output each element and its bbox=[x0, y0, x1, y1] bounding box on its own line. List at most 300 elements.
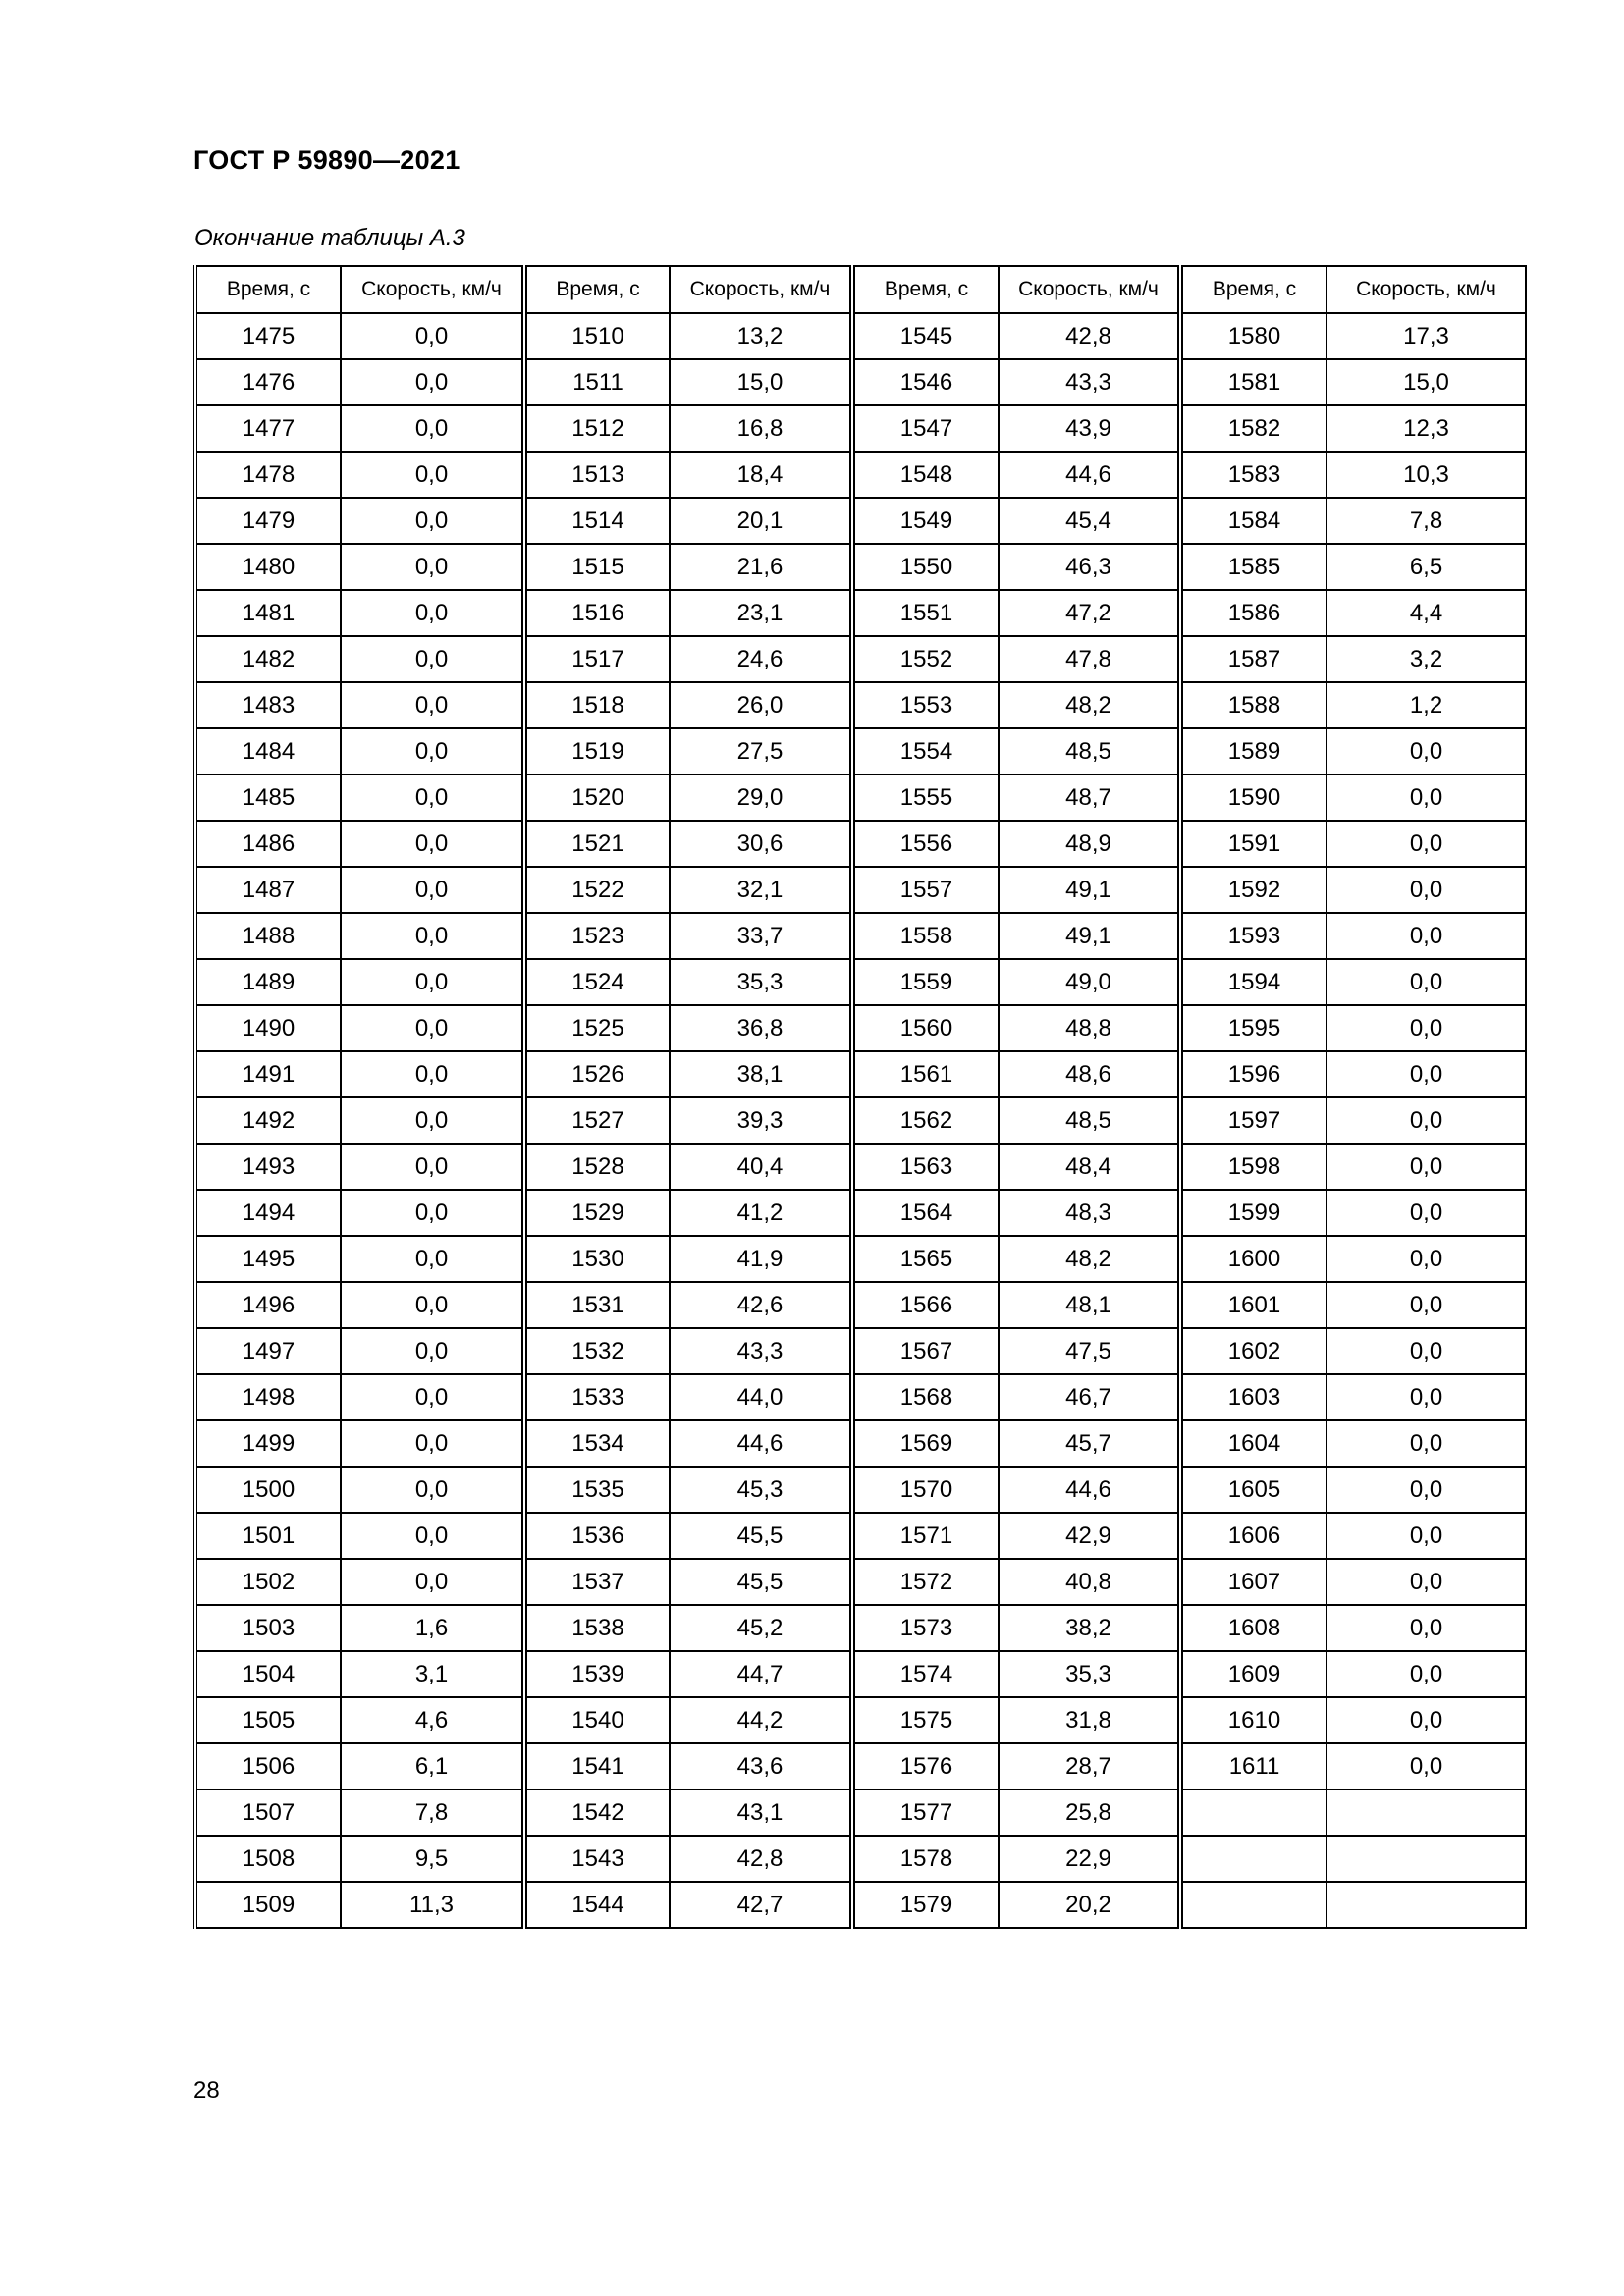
time-cell: 1504 bbox=[195, 1651, 341, 1697]
speed-cell: 48,4 bbox=[999, 1144, 1180, 1190]
time-cell: 1526 bbox=[524, 1051, 670, 1097]
speed-cell: 0,0 bbox=[1326, 1467, 1526, 1513]
time-cell: 1557 bbox=[852, 867, 999, 913]
time-cell bbox=[1180, 1789, 1326, 1836]
table-row bbox=[195, 1282, 1526, 1328]
time-cell: 1486 bbox=[195, 821, 341, 867]
speed-cell: 0,0 bbox=[341, 1328, 524, 1374]
speed-cell: 6,1 bbox=[341, 1743, 524, 1789]
speed-cell bbox=[1326, 1789, 1526, 1836]
speed-cell: 25,8 bbox=[999, 1789, 1180, 1836]
speed-cell: 0,0 bbox=[1326, 728, 1526, 774]
speed-cell: 49,0 bbox=[999, 959, 1180, 1005]
time-cell: 1610 bbox=[1180, 1697, 1326, 1743]
time-cell: 1505 bbox=[195, 1697, 341, 1743]
speed-cell: 41,2 bbox=[670, 1190, 852, 1236]
time-cell bbox=[1180, 1882, 1326, 1928]
speed-cell: 0,0 bbox=[341, 821, 524, 867]
time-cell: 1581 bbox=[1180, 359, 1326, 405]
speed-cell: 49,1 bbox=[999, 867, 1180, 913]
time-cell: 1596 bbox=[1180, 1051, 1326, 1097]
speed-cell: 13,2 bbox=[670, 313, 852, 359]
time-cell: 1542 bbox=[524, 1789, 670, 1836]
speed-cell: 0,0 bbox=[341, 313, 524, 359]
time-cell: 1547 bbox=[852, 405, 999, 452]
speed-cell: 0,0 bbox=[341, 1005, 524, 1051]
speed-cell: 27,5 bbox=[670, 728, 852, 774]
time-cell: 1582 bbox=[1180, 405, 1326, 452]
table-row bbox=[195, 774, 1526, 821]
document-header: ГОСТ Р 59890—2021 bbox=[193, 145, 460, 175]
speed-cell: 15,0 bbox=[670, 359, 852, 405]
speed-cell: 0,0 bbox=[1326, 1743, 1526, 1789]
speed-cell: 0,0 bbox=[1326, 1374, 1526, 1420]
time-cell: 1491 bbox=[195, 1051, 341, 1097]
speed-cell: 23,1 bbox=[670, 590, 852, 636]
speed-cell: 1,6 bbox=[341, 1605, 524, 1651]
speed-cell: 43,1 bbox=[670, 1789, 852, 1836]
column-header-time: Время, с bbox=[195, 266, 341, 313]
speed-cell: 0,0 bbox=[1326, 1236, 1526, 1282]
time-cell: 1507 bbox=[195, 1789, 341, 1836]
time-cell: 1541 bbox=[524, 1743, 670, 1789]
time-cell: 1604 bbox=[1180, 1420, 1326, 1467]
time-cell: 1570 bbox=[852, 1467, 999, 1513]
time-cell: 1601 bbox=[1180, 1282, 1326, 1328]
time-cell: 1590 bbox=[1180, 774, 1326, 821]
time-cell: 1510 bbox=[524, 313, 670, 359]
speed-cell: 0,0 bbox=[341, 1513, 524, 1559]
table-row bbox=[195, 1743, 1526, 1789]
speed-cell: 0,0 bbox=[341, 1144, 524, 1190]
speed-cell: 48,2 bbox=[999, 1236, 1180, 1282]
table-row bbox=[195, 498, 1526, 544]
time-cell: 1519 bbox=[524, 728, 670, 774]
speed-cell: 0,0 bbox=[341, 728, 524, 774]
time-cell: 1603 bbox=[1180, 1374, 1326, 1420]
speed-cell: 0,0 bbox=[1326, 1420, 1526, 1467]
speed-cell: 48,1 bbox=[999, 1282, 1180, 1328]
speed-cell: 43,9 bbox=[999, 405, 1180, 452]
speed-cell: 44,6 bbox=[670, 1420, 852, 1467]
time-cell: 1532 bbox=[524, 1328, 670, 1374]
speed-cell: 48,7 bbox=[999, 774, 1180, 821]
speed-cell: 0,0 bbox=[341, 1282, 524, 1328]
speed-cell: 0,0 bbox=[341, 1559, 524, 1605]
time-cell: 1607 bbox=[1180, 1559, 1326, 1605]
table-row bbox=[195, 1328, 1526, 1374]
time-cell: 1556 bbox=[852, 821, 999, 867]
time-cell: 1497 bbox=[195, 1328, 341, 1374]
speed-cell: 31,8 bbox=[999, 1697, 1180, 1743]
speed-time-table bbox=[193, 265, 1527, 1929]
speed-cell: 36,8 bbox=[670, 1005, 852, 1051]
table-row bbox=[195, 1374, 1526, 1420]
table-row bbox=[195, 728, 1526, 774]
speed-cell: 44,7 bbox=[670, 1651, 852, 1697]
speed-cell: 0,0 bbox=[1326, 1651, 1526, 1697]
time-cell: 1583 bbox=[1180, 452, 1326, 498]
time-cell: 1506 bbox=[195, 1743, 341, 1789]
time-cell bbox=[1180, 1836, 1326, 1882]
speed-cell: 48,5 bbox=[999, 1097, 1180, 1144]
time-cell: 1578 bbox=[852, 1836, 999, 1882]
time-cell: 1488 bbox=[195, 913, 341, 959]
speed-cell: 0,0 bbox=[341, 1236, 524, 1282]
table-row bbox=[195, 1420, 1526, 1467]
speed-cell: 42,7 bbox=[670, 1882, 852, 1928]
speed-cell: 0,0 bbox=[1326, 1282, 1526, 1328]
table-row bbox=[195, 1513, 1526, 1559]
speed-cell: 0,0 bbox=[1326, 1328, 1526, 1374]
speed-cell: 28,7 bbox=[999, 1743, 1180, 1789]
speed-cell: 7,8 bbox=[1326, 498, 1526, 544]
speed-cell: 43,6 bbox=[670, 1743, 852, 1789]
time-cell: 1529 bbox=[524, 1190, 670, 1236]
time-cell: 1502 bbox=[195, 1559, 341, 1605]
speed-cell: 0,0 bbox=[1326, 913, 1526, 959]
time-cell: 1569 bbox=[852, 1420, 999, 1467]
speed-cell: 44,6 bbox=[999, 1467, 1180, 1513]
time-cell: 1537 bbox=[524, 1559, 670, 1605]
speed-cell: 45,7 bbox=[999, 1420, 1180, 1467]
speed-cell: 44,0 bbox=[670, 1374, 852, 1420]
time-cell: 1487 bbox=[195, 867, 341, 913]
time-cell: 1530 bbox=[524, 1236, 670, 1282]
time-cell: 1534 bbox=[524, 1420, 670, 1467]
speed-cell: 46,7 bbox=[999, 1374, 1180, 1420]
speed-cell: 39,3 bbox=[670, 1097, 852, 1144]
time-cell: 1527 bbox=[524, 1097, 670, 1144]
table-row bbox=[195, 1051, 1526, 1097]
time-cell: 1555 bbox=[852, 774, 999, 821]
speed-cell: 0,0 bbox=[1326, 1097, 1526, 1144]
speed-cell: 20,1 bbox=[670, 498, 852, 544]
speed-cell: 0,0 bbox=[341, 405, 524, 452]
speed-cell: 0,0 bbox=[341, 1097, 524, 1144]
speed-cell: 6,5 bbox=[1326, 544, 1526, 590]
time-cell: 1551 bbox=[852, 590, 999, 636]
speed-cell: 45,2 bbox=[670, 1605, 852, 1651]
table-header-row bbox=[195, 266, 1526, 313]
table-row bbox=[195, 1697, 1526, 1743]
column-header-speed: Скорость, км/ч bbox=[999, 266, 1180, 313]
time-cell: 1531 bbox=[524, 1282, 670, 1328]
speed-cell: 41,9 bbox=[670, 1236, 852, 1282]
time-cell: 1525 bbox=[524, 1005, 670, 1051]
speed-cell: 21,6 bbox=[670, 544, 852, 590]
time-cell: 1499 bbox=[195, 1420, 341, 1467]
time-cell: 1549 bbox=[852, 498, 999, 544]
time-cell: 1598 bbox=[1180, 1144, 1326, 1190]
time-cell: 1540 bbox=[524, 1697, 670, 1743]
speed-cell: 0,0 bbox=[1326, 1559, 1526, 1605]
time-cell: 1475 bbox=[195, 313, 341, 359]
speed-cell: 0,0 bbox=[341, 544, 524, 590]
time-cell: 1553 bbox=[852, 682, 999, 728]
time-cell: 1558 bbox=[852, 913, 999, 959]
table-row bbox=[195, 1005, 1526, 1051]
table-row bbox=[195, 636, 1526, 682]
column-header-time: Время, с bbox=[852, 266, 999, 313]
time-cell: 1595 bbox=[1180, 1005, 1326, 1051]
table-row bbox=[195, 1190, 1526, 1236]
time-cell: 1559 bbox=[852, 959, 999, 1005]
time-cell: 1577 bbox=[852, 1789, 999, 1836]
time-cell: 1546 bbox=[852, 359, 999, 405]
speed-cell: 0,0 bbox=[1326, 959, 1526, 1005]
time-cell: 1589 bbox=[1180, 728, 1326, 774]
time-cell: 1490 bbox=[195, 1005, 341, 1051]
time-cell: 1564 bbox=[852, 1190, 999, 1236]
table-row bbox=[195, 1605, 1526, 1651]
speed-cell: 18,4 bbox=[670, 452, 852, 498]
time-cell: 1513 bbox=[524, 452, 670, 498]
speed-cell: 0,0 bbox=[341, 1467, 524, 1513]
speed-cell: 1,2 bbox=[1326, 682, 1526, 728]
speed-cell: 48,8 bbox=[999, 1005, 1180, 1051]
speed-cell: 0,0 bbox=[341, 774, 524, 821]
table-row bbox=[195, 1236, 1526, 1282]
time-cell: 1477 bbox=[195, 405, 341, 452]
time-cell: 1611 bbox=[1180, 1743, 1326, 1789]
table-row bbox=[195, 959, 1526, 1005]
time-cell: 1593 bbox=[1180, 913, 1326, 959]
speed-cell: 0,0 bbox=[341, 959, 524, 1005]
time-cell: 1503 bbox=[195, 1605, 341, 1651]
speed-cell: 48,5 bbox=[999, 728, 1180, 774]
time-cell: 1588 bbox=[1180, 682, 1326, 728]
table-row bbox=[195, 590, 1526, 636]
speed-cell: 35,3 bbox=[999, 1651, 1180, 1697]
time-cell: 1550 bbox=[852, 544, 999, 590]
time-cell: 1609 bbox=[1180, 1651, 1326, 1697]
table-body bbox=[195, 313, 1526, 1928]
speed-cell: 0,0 bbox=[341, 590, 524, 636]
time-cell: 1580 bbox=[1180, 313, 1326, 359]
speed-cell: 0,0 bbox=[341, 682, 524, 728]
speed-cell: 0,0 bbox=[1326, 1190, 1526, 1236]
speed-cell: 43,3 bbox=[999, 359, 1180, 405]
time-cell: 1512 bbox=[524, 405, 670, 452]
speed-cell: 0,0 bbox=[1326, 1513, 1526, 1559]
speed-cell: 48,3 bbox=[999, 1190, 1180, 1236]
time-cell: 1494 bbox=[195, 1190, 341, 1236]
time-cell: 1597 bbox=[1180, 1097, 1326, 1144]
time-cell: 1591 bbox=[1180, 821, 1326, 867]
speed-cell: 0,0 bbox=[1326, 774, 1526, 821]
speed-cell: 0,0 bbox=[341, 452, 524, 498]
time-cell: 1543 bbox=[524, 1836, 670, 1882]
table-row bbox=[195, 1789, 1526, 1836]
time-cell: 1498 bbox=[195, 1374, 341, 1420]
time-cell: 1476 bbox=[195, 359, 341, 405]
table-row bbox=[195, 452, 1526, 498]
time-cell: 1602 bbox=[1180, 1328, 1326, 1374]
time-cell: 1592 bbox=[1180, 867, 1326, 913]
speed-cell: 17,3 bbox=[1326, 313, 1526, 359]
speed-cell: 0,0 bbox=[341, 1051, 524, 1097]
column-header-speed: Скорость, км/ч bbox=[1326, 266, 1526, 313]
time-cell: 1606 bbox=[1180, 1513, 1326, 1559]
table-row bbox=[195, 544, 1526, 590]
time-cell: 1554 bbox=[852, 728, 999, 774]
speed-cell: 46,3 bbox=[999, 544, 1180, 590]
speed-cell: 48,9 bbox=[999, 821, 1180, 867]
time-cell: 1511 bbox=[524, 359, 670, 405]
speed-cell: 10,3 bbox=[1326, 452, 1526, 498]
time-cell: 1599 bbox=[1180, 1190, 1326, 1236]
speed-cell: 0,0 bbox=[1326, 1144, 1526, 1190]
speed-cell: 0,0 bbox=[1326, 821, 1526, 867]
speed-cell: 48,6 bbox=[999, 1051, 1180, 1097]
speed-cell: 38,1 bbox=[670, 1051, 852, 1097]
speed-cell: 0,0 bbox=[1326, 1697, 1526, 1743]
table-row bbox=[195, 313, 1526, 359]
time-cell: 1585 bbox=[1180, 544, 1326, 590]
speed-cell: 33,7 bbox=[670, 913, 852, 959]
time-cell: 1517 bbox=[524, 636, 670, 682]
time-cell: 1574 bbox=[852, 1651, 999, 1697]
speed-cell: 49,1 bbox=[999, 913, 1180, 959]
time-cell: 1533 bbox=[524, 1374, 670, 1420]
speed-cell: 40,8 bbox=[999, 1559, 1180, 1605]
time-cell: 1576 bbox=[852, 1743, 999, 1789]
speed-cell: 7,8 bbox=[341, 1789, 524, 1836]
speed-cell: 42,8 bbox=[999, 313, 1180, 359]
time-cell: 1567 bbox=[852, 1328, 999, 1374]
time-cell: 1489 bbox=[195, 959, 341, 1005]
time-cell: 1482 bbox=[195, 636, 341, 682]
speed-cell: 22,9 bbox=[999, 1836, 1180, 1882]
column-header-speed: Скорость, км/ч bbox=[670, 266, 852, 313]
speed-cell: 0,0 bbox=[341, 359, 524, 405]
time-cell: 1523 bbox=[524, 913, 670, 959]
time-cell: 1485 bbox=[195, 774, 341, 821]
time-cell: 1495 bbox=[195, 1236, 341, 1282]
table-row bbox=[195, 682, 1526, 728]
time-cell: 1501 bbox=[195, 1513, 341, 1559]
speed-cell: 45,3 bbox=[670, 1467, 852, 1513]
table-row bbox=[195, 1882, 1526, 1928]
time-cell: 1524 bbox=[524, 959, 670, 1005]
speed-cell: 16,8 bbox=[670, 405, 852, 452]
speed-cell: 3,2 bbox=[1326, 636, 1526, 682]
time-cell: 1522 bbox=[524, 867, 670, 913]
speed-cell: 30,6 bbox=[670, 821, 852, 867]
time-cell: 1608 bbox=[1180, 1605, 1326, 1651]
time-cell: 1572 bbox=[852, 1559, 999, 1605]
time-cell: 1479 bbox=[195, 498, 341, 544]
speed-cell: 40,4 bbox=[670, 1144, 852, 1190]
time-cell: 1538 bbox=[524, 1605, 670, 1651]
table-row bbox=[195, 913, 1526, 959]
time-cell: 1496 bbox=[195, 1282, 341, 1328]
time-cell: 1493 bbox=[195, 1144, 341, 1190]
speed-cell: 45,4 bbox=[999, 498, 1180, 544]
speed-cell: 0,0 bbox=[1326, 1005, 1526, 1051]
table-row bbox=[195, 1097, 1526, 1144]
speed-cell: 45,5 bbox=[670, 1559, 852, 1605]
speed-cell: 4,6 bbox=[341, 1697, 524, 1743]
speed-cell bbox=[1326, 1836, 1526, 1882]
speed-cell: 3,1 bbox=[341, 1651, 524, 1697]
time-cell: 1562 bbox=[852, 1097, 999, 1144]
time-cell: 1565 bbox=[852, 1236, 999, 1282]
speed-cell: 0,0 bbox=[341, 1420, 524, 1467]
time-cell: 1561 bbox=[852, 1051, 999, 1097]
speed-cell: 45,5 bbox=[670, 1513, 852, 1559]
speed-cell: 0,0 bbox=[341, 636, 524, 682]
time-cell: 1483 bbox=[195, 682, 341, 728]
table-row bbox=[195, 867, 1526, 913]
speed-cell: 9,5 bbox=[341, 1836, 524, 1882]
speed-cell: 42,8 bbox=[670, 1836, 852, 1882]
time-cell: 1544 bbox=[524, 1882, 670, 1928]
time-cell: 1515 bbox=[524, 544, 670, 590]
speed-cell: 35,3 bbox=[670, 959, 852, 1005]
speed-cell: 43,3 bbox=[670, 1328, 852, 1374]
time-cell: 1520 bbox=[524, 774, 670, 821]
time-cell: 1605 bbox=[1180, 1467, 1326, 1513]
time-cell: 1516 bbox=[524, 590, 670, 636]
speed-cell: 48,2 bbox=[999, 682, 1180, 728]
speed-cell: 15,0 bbox=[1326, 359, 1526, 405]
speed-cell: 11,3 bbox=[341, 1882, 524, 1928]
time-cell: 1500 bbox=[195, 1467, 341, 1513]
time-cell: 1518 bbox=[524, 682, 670, 728]
speed-cell: 44,6 bbox=[999, 452, 1180, 498]
column-header-time: Время, с bbox=[1180, 266, 1326, 313]
speed-cell: 47,2 bbox=[999, 590, 1180, 636]
speed-cell: 0,0 bbox=[341, 498, 524, 544]
time-cell: 1478 bbox=[195, 452, 341, 498]
table-row bbox=[195, 1467, 1526, 1513]
time-cell: 1509 bbox=[195, 1882, 341, 1928]
speed-cell: 0,0 bbox=[1326, 1605, 1526, 1651]
column-header-speed: Скорость, км/ч bbox=[341, 266, 524, 313]
time-cell: 1579 bbox=[852, 1882, 999, 1928]
time-cell: 1571 bbox=[852, 1513, 999, 1559]
speed-cell: 0,0 bbox=[1326, 1051, 1526, 1097]
time-cell: 1480 bbox=[195, 544, 341, 590]
speed-cell: 0,0 bbox=[1326, 867, 1526, 913]
time-cell: 1560 bbox=[852, 1005, 999, 1051]
time-cell: 1492 bbox=[195, 1097, 341, 1144]
speed-cell: 0,0 bbox=[341, 913, 524, 959]
time-cell: 1548 bbox=[852, 452, 999, 498]
column-header-time: Время, с bbox=[524, 266, 670, 313]
time-cell: 1587 bbox=[1180, 636, 1326, 682]
speed-cell: 38,2 bbox=[999, 1605, 1180, 1651]
page-number: 28 bbox=[193, 2077, 220, 2104]
speed-cell: 47,8 bbox=[999, 636, 1180, 682]
speed-cell: 42,6 bbox=[670, 1282, 852, 1328]
table-caption: Окончание таблицы А.3 bbox=[194, 225, 465, 251]
table-row bbox=[195, 359, 1526, 405]
table-row bbox=[195, 405, 1526, 452]
speed-cell: 0,0 bbox=[341, 1190, 524, 1236]
table-row bbox=[195, 1144, 1526, 1190]
speed-cell: 47,5 bbox=[999, 1328, 1180, 1374]
time-cell: 1535 bbox=[524, 1467, 670, 1513]
time-cell: 1481 bbox=[195, 590, 341, 636]
time-cell: 1536 bbox=[524, 1513, 670, 1559]
speed-cell: 44,2 bbox=[670, 1697, 852, 1743]
speed-cell: 42,9 bbox=[999, 1513, 1180, 1559]
table-row bbox=[195, 821, 1526, 867]
time-cell: 1568 bbox=[852, 1374, 999, 1420]
